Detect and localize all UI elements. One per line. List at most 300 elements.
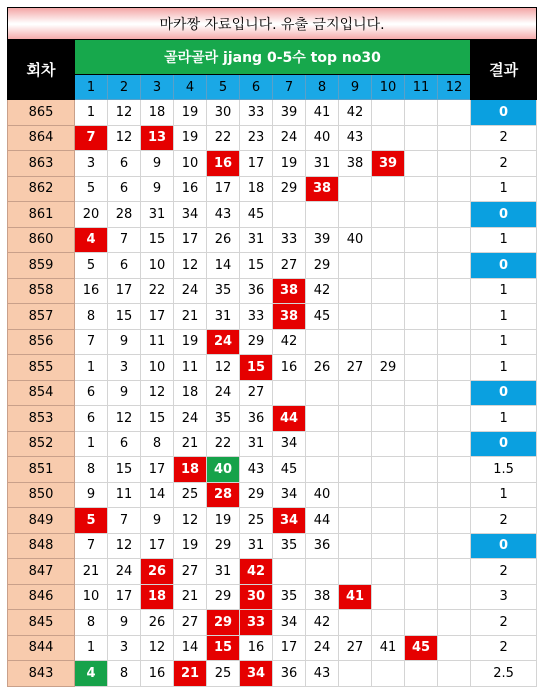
number-cell: 42: [273, 329, 306, 355]
number-cell: [372, 202, 405, 228]
number-cell: 12: [174, 508, 207, 534]
number-cell: [438, 610, 471, 636]
number-cell: 6: [108, 151, 141, 177]
result-cell: 0: [471, 380, 537, 406]
number-cell: [405, 533, 438, 559]
number-cell: 15: [141, 406, 174, 432]
number-cell: 14: [141, 482, 174, 508]
round-number: 855: [8, 355, 75, 381]
number-cell: [405, 125, 438, 151]
round-number: 851: [8, 457, 75, 483]
number-cell: [372, 508, 405, 534]
number-cell: [405, 406, 438, 432]
number-cell: [405, 661, 438, 687]
number-cell: 5: [75, 253, 108, 279]
number-cell: [405, 431, 438, 457]
number-cell: 1: [75, 431, 108, 457]
number-cell: 42: [339, 100, 372, 126]
table-row: [8, 176, 537, 202]
number-cell: [339, 482, 372, 508]
number-cell: 1: [75, 635, 108, 661]
number-cell: 24: [108, 559, 141, 585]
number-cell: 42: [306, 278, 339, 304]
number-cell: 44: [306, 508, 339, 534]
number-cell: 43: [306, 661, 339, 687]
number-cell: 9: [108, 329, 141, 355]
number-cell: 10: [141, 253, 174, 279]
hit-number-cell: 15: [240, 355, 273, 381]
number-cell: 25: [207, 661, 240, 687]
number-cell: 40: [306, 125, 339, 151]
round-number: 858: [8, 278, 75, 304]
hit-number-cell: 16: [207, 151, 240, 177]
number-cell: 8: [75, 610, 108, 636]
hit-number-cell: 5: [75, 508, 108, 534]
column-number-header: 10: [372, 75, 405, 100]
number-cell: 14: [174, 635, 207, 661]
hit-number-cell: 24: [207, 329, 240, 355]
column-number-header: 5: [207, 75, 240, 100]
result-cell: 0: [471, 202, 537, 228]
number-cell: 8: [108, 661, 141, 687]
number-cell: 17: [174, 227, 207, 253]
number-cell: 21: [174, 304, 207, 330]
result-cell: 2: [471, 635, 537, 661]
number-cell: 17: [207, 176, 240, 202]
number-cell: 16: [273, 355, 306, 381]
number-cell: 39: [273, 100, 306, 126]
hit-number-cell: 18: [141, 584, 174, 610]
number-cell: 24: [273, 125, 306, 151]
result-cell: 1: [471, 355, 537, 381]
number-cell: [372, 482, 405, 508]
number-cell: 24: [306, 635, 339, 661]
number-cell: [438, 100, 471, 126]
round-number: 845: [8, 610, 75, 636]
table-row: [8, 635, 537, 661]
number-cell: [438, 457, 471, 483]
round-number: 852: [8, 431, 75, 457]
number-cell: 12: [108, 533, 141, 559]
hit-number-cell: 26: [141, 559, 174, 585]
number-cell: [438, 202, 471, 228]
number-cell: 12: [174, 253, 207, 279]
number-cell: 27: [174, 559, 207, 585]
number-cell: [372, 278, 405, 304]
number-cell: [405, 584, 438, 610]
number-cell: [372, 253, 405, 279]
number-cell: 27: [240, 380, 273, 406]
number-cell: 28: [108, 202, 141, 228]
round-number: 860: [8, 227, 75, 253]
number-cell: [372, 559, 405, 585]
column-number-header: 7: [273, 75, 306, 100]
number-cell: 19: [273, 151, 306, 177]
hit-number-cell: 7: [75, 125, 108, 151]
number-cell: 1: [75, 355, 108, 381]
number-cell: [438, 278, 471, 304]
number-cell: [405, 482, 438, 508]
number-cell: [405, 176, 438, 202]
number-cell: 18: [141, 100, 174, 126]
number-cell: 6: [75, 406, 108, 432]
number-cell: 1: [75, 100, 108, 126]
number-cell: 19: [207, 508, 240, 534]
number-cell: [372, 610, 405, 636]
number-cell: 3: [75, 151, 108, 177]
number-cell: 7: [75, 533, 108, 559]
number-cell: [438, 329, 471, 355]
number-cell: 10: [141, 355, 174, 381]
number-cell: [438, 508, 471, 534]
number-cell: [372, 125, 405, 151]
result-cell: 1: [471, 482, 537, 508]
table-row: [8, 278, 537, 304]
hit-number-cell: 21: [174, 661, 207, 687]
number-cell: [438, 533, 471, 559]
round-number: 847: [8, 559, 75, 585]
number-cell: [438, 482, 471, 508]
number-cell: [306, 457, 339, 483]
number-cell: 35: [207, 406, 240, 432]
number-cell: 19: [174, 125, 207, 151]
number-cell: [372, 431, 405, 457]
number-cell: [405, 227, 438, 253]
number-cell: [405, 329, 438, 355]
hit-number-cell: 44: [273, 406, 306, 432]
number-cell: [339, 253, 372, 279]
round-number: 848: [8, 533, 75, 559]
number-cell: 27: [339, 355, 372, 381]
result-cell: 2: [471, 508, 537, 534]
table-body: [8, 100, 537, 687]
number-cell: [339, 508, 372, 534]
number-cell: 9: [108, 610, 141, 636]
number-cell: 40: [339, 227, 372, 253]
table-row: [8, 355, 537, 381]
number-cell: [438, 253, 471, 279]
number-cell: [405, 508, 438, 534]
number-cell: [372, 661, 405, 687]
number-cell: [438, 176, 471, 202]
number-cell: [372, 304, 405, 330]
bonus-number-cell: 4: [75, 661, 108, 687]
number-cell: [372, 406, 405, 432]
number-cell: [405, 355, 438, 381]
number-cell: [438, 227, 471, 253]
number-cell: [372, 457, 405, 483]
number-cell: 41: [372, 635, 405, 661]
number-cell: 26: [207, 227, 240, 253]
number-cell: [339, 202, 372, 228]
column-number-header: 1: [75, 75, 108, 100]
round-number: 865: [8, 100, 75, 126]
column-number-header: 11: [405, 75, 438, 100]
table-row: [8, 125, 537, 151]
number-cell: [306, 202, 339, 228]
number-cell: 30: [207, 100, 240, 126]
column-number-header: 2: [108, 75, 141, 100]
hit-number-cell: 38: [273, 278, 306, 304]
number-cell: 22: [207, 125, 240, 151]
table-row: [8, 508, 537, 534]
number-cell: 22: [141, 278, 174, 304]
hit-number-cell: 39: [372, 151, 405, 177]
column-number-header: 12: [438, 75, 471, 100]
number-cell: 36: [240, 406, 273, 432]
round-number: 864: [8, 125, 75, 151]
hit-number-cell: 30: [240, 584, 273, 610]
table-row: [8, 482, 537, 508]
column-number-header: 8: [306, 75, 339, 100]
number-cell: 16: [240, 635, 273, 661]
number-cell: 17: [108, 278, 141, 304]
number-cell: 7: [108, 227, 141, 253]
number-cell: 19: [174, 329, 207, 355]
number-cell: 39: [306, 227, 339, 253]
number-cell: 43: [240, 457, 273, 483]
number-cell: 17: [108, 584, 141, 610]
number-cell: 11: [174, 355, 207, 381]
result-cell: 2: [471, 610, 537, 636]
number-cell: 18: [240, 176, 273, 202]
number-cell: 6: [108, 253, 141, 279]
number-cell: [405, 559, 438, 585]
number-cell: 31: [240, 533, 273, 559]
number-cell: 20: [75, 202, 108, 228]
number-cell: [273, 202, 306, 228]
number-cell: 34: [273, 431, 306, 457]
number-cell: 15: [108, 457, 141, 483]
round-number: 859: [8, 253, 75, 279]
number-cell: 34: [273, 482, 306, 508]
number-cell: 31: [207, 304, 240, 330]
table-row: [8, 202, 537, 228]
number-cell: 26: [141, 610, 174, 636]
number-cell: 8: [75, 304, 108, 330]
number-cell: 42: [306, 610, 339, 636]
number-cell: [372, 584, 405, 610]
round-number: 856: [8, 329, 75, 355]
number-cell: 36: [306, 533, 339, 559]
table-row: [8, 431, 537, 457]
number-cell: 29: [207, 533, 240, 559]
number-cell: [438, 584, 471, 610]
result-cell: 1.5: [471, 457, 537, 483]
number-cell: 24: [174, 278, 207, 304]
number-cell: 12: [141, 635, 174, 661]
number-cell: [438, 151, 471, 177]
number-cell: [273, 380, 306, 406]
number-cell: 19: [174, 100, 207, 126]
number-cell: 14: [207, 253, 240, 279]
lotto-data-sheet: [7, 7, 537, 687]
hit-number-cell: 45: [405, 635, 438, 661]
number-cell: 9: [141, 176, 174, 202]
number-cell: [339, 329, 372, 355]
number-cell: [339, 406, 372, 432]
table-row: [8, 380, 537, 406]
table-row: [8, 227, 537, 253]
round-number: 849: [8, 508, 75, 534]
number-cell: 17: [141, 304, 174, 330]
number-cell: [438, 661, 471, 687]
number-cell: [405, 457, 438, 483]
result-cell: 1: [471, 176, 537, 202]
number-cell: 31: [141, 202, 174, 228]
number-cell: 35: [273, 533, 306, 559]
table-row: [8, 584, 537, 610]
table-row: [8, 533, 537, 559]
number-cell: [372, 100, 405, 126]
number-cell: 12: [108, 100, 141, 126]
number-cell: 6: [75, 380, 108, 406]
number-cell: [438, 380, 471, 406]
table-row: [8, 151, 537, 177]
hit-number-cell: 15: [207, 635, 240, 661]
number-cell: 24: [207, 380, 240, 406]
number-cell: 27: [174, 610, 207, 636]
number-cell: 25: [240, 508, 273, 534]
number-cell: 9: [108, 380, 141, 406]
result-cell: 1: [471, 329, 537, 355]
hit-number-cell: 18: [174, 457, 207, 483]
number-cell: 27: [273, 253, 306, 279]
number-cell: 11: [141, 329, 174, 355]
column-number-header: 6: [240, 75, 273, 100]
table-row: [8, 661, 537, 687]
number-cell: [372, 176, 405, 202]
round-number: 857: [8, 304, 75, 330]
number-cell: 17: [240, 151, 273, 177]
number-cell: 31: [240, 227, 273, 253]
result-cell: 0: [471, 533, 537, 559]
number-cell: 29: [240, 329, 273, 355]
number-cell: 29: [372, 355, 405, 381]
number-cell: 29: [273, 176, 306, 202]
number-cell: [339, 559, 372, 585]
result-cell: 0: [471, 100, 537, 126]
column-number-header: 3: [141, 75, 174, 100]
number-cell: [405, 380, 438, 406]
number-cell: 3: [108, 635, 141, 661]
number-cell: 17: [141, 533, 174, 559]
column-number-header: 9: [339, 75, 372, 100]
round-number: 850: [8, 482, 75, 508]
round-number: 853: [8, 406, 75, 432]
number-cell: 45: [273, 457, 306, 483]
number-cell: 33: [240, 304, 273, 330]
number-cell: 12: [108, 125, 141, 151]
number-cell: 21: [75, 559, 108, 585]
number-cell: [438, 635, 471, 661]
number-cell: 12: [141, 380, 174, 406]
number-cell: 15: [108, 304, 141, 330]
number-cell: [306, 380, 339, 406]
number-cell: 12: [207, 355, 240, 381]
result-cell: 0: [471, 431, 537, 457]
number-cell: 34: [174, 202, 207, 228]
number-cell: 5: [75, 176, 108, 202]
number-cell: 43: [339, 125, 372, 151]
number-cell: 24: [174, 406, 207, 432]
number-cell: [339, 533, 372, 559]
hit-number-cell: 38: [273, 304, 306, 330]
bonus-number-cell: 40: [207, 457, 240, 483]
number-cell: [306, 559, 339, 585]
number-cell: 11: [108, 482, 141, 508]
result-cell: 1: [471, 406, 537, 432]
number-cell: 26: [306, 355, 339, 381]
number-cell: 9: [141, 151, 174, 177]
number-cell: 3: [108, 355, 141, 381]
result-cell: 1: [471, 278, 537, 304]
number-cell: 21: [174, 584, 207, 610]
number-cell: [372, 329, 405, 355]
number-cell: [339, 610, 372, 636]
number-cell: [339, 661, 372, 687]
column-number-header: 4: [174, 75, 207, 100]
number-cell: 10: [174, 151, 207, 177]
number-cell: 17: [273, 635, 306, 661]
number-cell: 8: [141, 431, 174, 457]
result-cell: 2: [471, 559, 537, 585]
number-cell: 15: [240, 253, 273, 279]
number-cell: [438, 125, 471, 151]
number-cell: 35: [207, 278, 240, 304]
number-cell: [438, 406, 471, 432]
number-cell: 38: [339, 151, 372, 177]
hit-number-cell: 42: [240, 559, 273, 585]
result-cell: 0: [471, 253, 537, 279]
number-cell: 16: [141, 661, 174, 687]
number-cell: 34: [273, 610, 306, 636]
number-cell: 15: [141, 227, 174, 253]
number-cell: 29: [240, 482, 273, 508]
table-row: [8, 304, 537, 330]
result-cell: 1: [471, 227, 537, 253]
number-cell: 35: [273, 584, 306, 610]
hit-number-cell: 33: [240, 610, 273, 636]
round-number: 862: [8, 176, 75, 202]
number-cell: 31: [306, 151, 339, 177]
number-cell: [339, 380, 372, 406]
result-header: 결과: [471, 40, 537, 100]
number-cell: [306, 406, 339, 432]
number-cell: 43: [207, 202, 240, 228]
number-cell: 33: [273, 227, 306, 253]
number-cell: 6: [108, 431, 141, 457]
number-cell: [405, 202, 438, 228]
number-cell: 40: [306, 482, 339, 508]
result-cell: 3: [471, 584, 537, 610]
round-number: 861: [8, 202, 75, 228]
number-cell: 16: [75, 278, 108, 304]
number-cell: 45: [240, 202, 273, 228]
number-cell: [405, 151, 438, 177]
result-cell: 1: [471, 304, 537, 330]
number-cell: [405, 100, 438, 126]
hit-number-cell: 4: [75, 227, 108, 253]
table-row: [8, 457, 537, 483]
table-row: [8, 100, 537, 126]
table-row: [8, 406, 537, 432]
number-cell: 36: [240, 278, 273, 304]
number-cell: [372, 533, 405, 559]
number-cell: 9: [141, 508, 174, 534]
number-cell: [405, 304, 438, 330]
number-cell: [339, 431, 372, 457]
